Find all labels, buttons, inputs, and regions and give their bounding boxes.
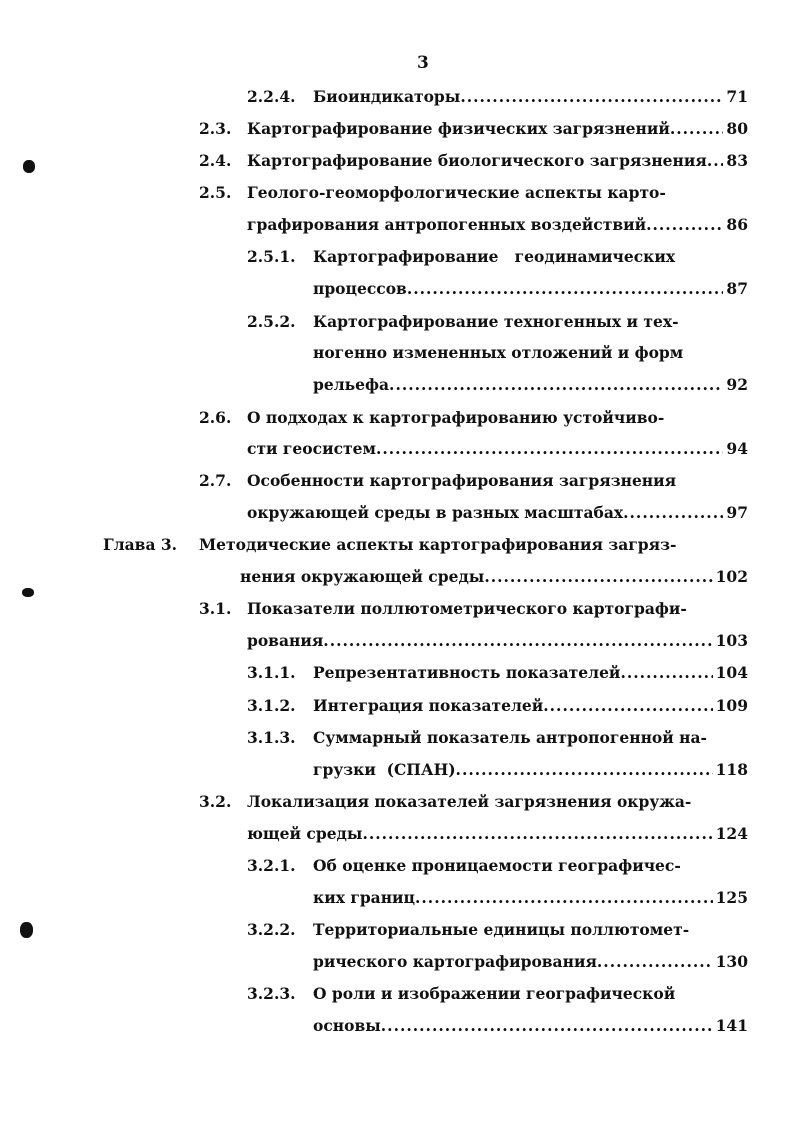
toc-entry-line[interactable] bbox=[247, 214, 748, 236]
toc-entry-line[interactable] bbox=[313, 374, 748, 396]
toc-entry-line[interactable] bbox=[247, 630, 748, 652]
dot-leader bbox=[460, 86, 723, 108]
toc-entry-line[interactable] bbox=[313, 695, 748, 717]
toc-entry-title: Репрезентативность показателей bbox=[313, 663, 621, 682]
toc-page-number: 103 bbox=[715, 631, 748, 650]
dot-leader bbox=[323, 630, 712, 652]
toc-page-number: 71 bbox=[726, 87, 748, 106]
toc-page-number: 86 bbox=[726, 215, 748, 234]
toc-page-number: 97 bbox=[726, 503, 748, 522]
toc-entry-title: О подходах к картографированию устойчиво- bbox=[247, 408, 665, 427]
toc-entry-number: 2.6. bbox=[199, 408, 232, 427]
toc-page-number: 141 bbox=[715, 1016, 748, 1035]
dot-leader bbox=[646, 214, 723, 236]
toc-entry-title: Локализация показателей загрязнения окружа- bbox=[247, 792, 692, 811]
toc-entry-title: Об оценке проницаемости географичес- bbox=[313, 856, 681, 875]
dot-leader bbox=[415, 887, 713, 909]
toc-entry-title: рического картографирования bbox=[313, 952, 597, 971]
dot-leader bbox=[389, 374, 723, 396]
scan-blot bbox=[20, 922, 33, 938]
toc-entry-line[interactable] bbox=[247, 823, 748, 845]
toc-page-number: 118 bbox=[715, 760, 748, 779]
toc-entry-title: Особенности картографирования загрязнения bbox=[247, 471, 677, 490]
toc-entry-title: ногенно измененных отложений и форм bbox=[313, 343, 684, 362]
toc-entry-title: процессов bbox=[313, 279, 407, 298]
toc-entry-line[interactable] bbox=[247, 470, 748, 492]
toc-page-number: 125 bbox=[715, 888, 748, 907]
toc-entry-title: сти геосистем bbox=[247, 439, 376, 458]
toc-entry-title: О роли и изображении географической bbox=[313, 984, 676, 1003]
toc-entry-line[interactable] bbox=[313, 342, 748, 364]
dot-leader bbox=[620, 662, 712, 684]
toc-entry-line[interactable] bbox=[313, 887, 748, 909]
dot-leader bbox=[362, 823, 712, 845]
toc-entry-line[interactable] bbox=[247, 502, 748, 524]
toc-entry-number: 2.2.4. bbox=[247, 87, 296, 106]
toc-entry-number: 2.5.2. bbox=[247, 312, 296, 331]
toc-entry-title: Суммарный показатель антропогенной на- bbox=[313, 728, 707, 747]
toc-entry-line[interactable] bbox=[247, 182, 748, 204]
toc-entry-title: окружающей среды в разных масштабах bbox=[247, 503, 624, 522]
toc-entry-title: ких границ bbox=[313, 888, 415, 907]
toc-entry-title: Методические аспекты картографирования загряз- bbox=[199, 535, 677, 554]
toc-page-number: 92 bbox=[726, 375, 748, 394]
toc-entry-number: 3.2.2. bbox=[247, 920, 296, 939]
toc-entry-title: Картографирование геодинамических bbox=[313, 247, 676, 266]
toc-page-number: 94 bbox=[726, 439, 748, 458]
toc-entry-title: Картографирование физических загрязнений bbox=[247, 119, 670, 138]
dot-leader bbox=[543, 695, 712, 717]
dot-leader bbox=[407, 278, 724, 300]
scan-blot bbox=[22, 588, 34, 597]
toc-page-number: 124 bbox=[715, 824, 748, 843]
toc-entry-number: 3.1.2. bbox=[247, 696, 296, 715]
toc-entry-line[interactable] bbox=[313, 1015, 748, 1037]
toc-entry-line[interactable] bbox=[313, 727, 748, 749]
toc-entry-line[interactable] bbox=[313, 662, 748, 684]
scan-blot bbox=[23, 160, 35, 173]
dot-leader bbox=[376, 438, 723, 460]
toc-entry-line[interactable] bbox=[313, 246, 748, 268]
dot-leader bbox=[456, 759, 713, 781]
toc-entry-number: 3.1.1. bbox=[247, 663, 296, 682]
toc-entry-line[interactable] bbox=[313, 855, 748, 877]
toc-entry-number: 2.3. bbox=[199, 119, 232, 138]
toc-entry-line[interactable] bbox=[313, 951, 748, 973]
toc-entry-line[interactable] bbox=[247, 407, 748, 429]
page-number: 3 bbox=[417, 53, 429, 73]
toc-entry-line[interactable] bbox=[247, 598, 748, 620]
toc-entry-number: 2.5. bbox=[199, 183, 232, 202]
toc-entry-title: ющей среды bbox=[247, 824, 363, 843]
toc-entry-title: Картографирование биологического загрязнения bbox=[247, 151, 707, 170]
toc-entry-number: 3.2.3. bbox=[247, 984, 296, 1003]
toc-page-number: 83 bbox=[726, 151, 748, 170]
toc-page-number: 102 bbox=[715, 567, 748, 586]
toc-entry-title: Картографирование техногенных и тех- bbox=[313, 312, 679, 331]
toc-entry-number: 2.4. bbox=[199, 151, 232, 170]
toc-entry-line[interactable] bbox=[247, 438, 748, 460]
toc-entry-title: рельефа bbox=[313, 375, 390, 394]
toc-entry-line[interactable] bbox=[313, 983, 748, 1005]
toc-entry-line[interactable] bbox=[199, 534, 748, 556]
dot-leader bbox=[484, 566, 712, 588]
toc-entry-number: 3.1.3. bbox=[247, 728, 296, 747]
toc-page-number: 104 bbox=[715, 663, 748, 682]
toc-entry-number: 2.7. bbox=[199, 471, 232, 490]
toc-page-number: 130 bbox=[715, 952, 748, 971]
toc-entry-line[interactable] bbox=[313, 919, 748, 941]
toc-entry-line[interactable] bbox=[313, 311, 748, 333]
toc-entry-line[interactable] bbox=[247, 118, 748, 140]
toc-entry-title: Биоиндикаторы bbox=[313, 87, 461, 106]
toc-page-number: 109 bbox=[715, 696, 748, 715]
toc-entry-line[interactable] bbox=[313, 86, 748, 108]
toc-entry-line[interactable] bbox=[247, 150, 748, 172]
toc-entry-title: основы bbox=[313, 1016, 381, 1035]
toc-entry-title: графирования антропогенных воздействий bbox=[247, 215, 647, 234]
dot-leader bbox=[670, 118, 724, 140]
toc-entry-title: нения окружающей среды bbox=[240, 567, 485, 586]
toc-entry-title: грузки (СПАН) bbox=[313, 760, 456, 779]
dot-leader bbox=[623, 502, 723, 524]
toc-entry-line[interactable] bbox=[247, 791, 748, 813]
toc-entry-title: Интеграция показателей bbox=[313, 696, 544, 715]
toc-entry-number: 2.5.1. bbox=[247, 247, 296, 266]
toc-entry-line[interactable] bbox=[240, 566, 748, 588]
toc-entry-title: Показатели поллютометрического картографи- bbox=[247, 599, 687, 618]
toc-entry-line[interactable] bbox=[313, 759, 748, 781]
toc-page-number: 80 bbox=[726, 119, 748, 138]
toc-entry-title: рования bbox=[247, 631, 324, 650]
toc-entry-title: Территориальные единицы поллютомет- bbox=[313, 920, 690, 939]
toc-page-number: 87 bbox=[726, 279, 748, 298]
toc-entry-number: 3.2. bbox=[199, 792, 232, 811]
dot-leader bbox=[597, 951, 713, 973]
dot-leader bbox=[707, 150, 724, 172]
toc-entry-number: Глава 3. bbox=[103, 535, 178, 554]
toc-entry-number: 3.2.1. bbox=[247, 856, 296, 875]
dot-leader bbox=[381, 1015, 713, 1037]
toc-entry-title: Геолого-геоморфологические аспекты карто- bbox=[247, 183, 666, 202]
toc-entry-number: 3.1. bbox=[199, 599, 232, 618]
toc-entry-line[interactable] bbox=[313, 278, 748, 300]
